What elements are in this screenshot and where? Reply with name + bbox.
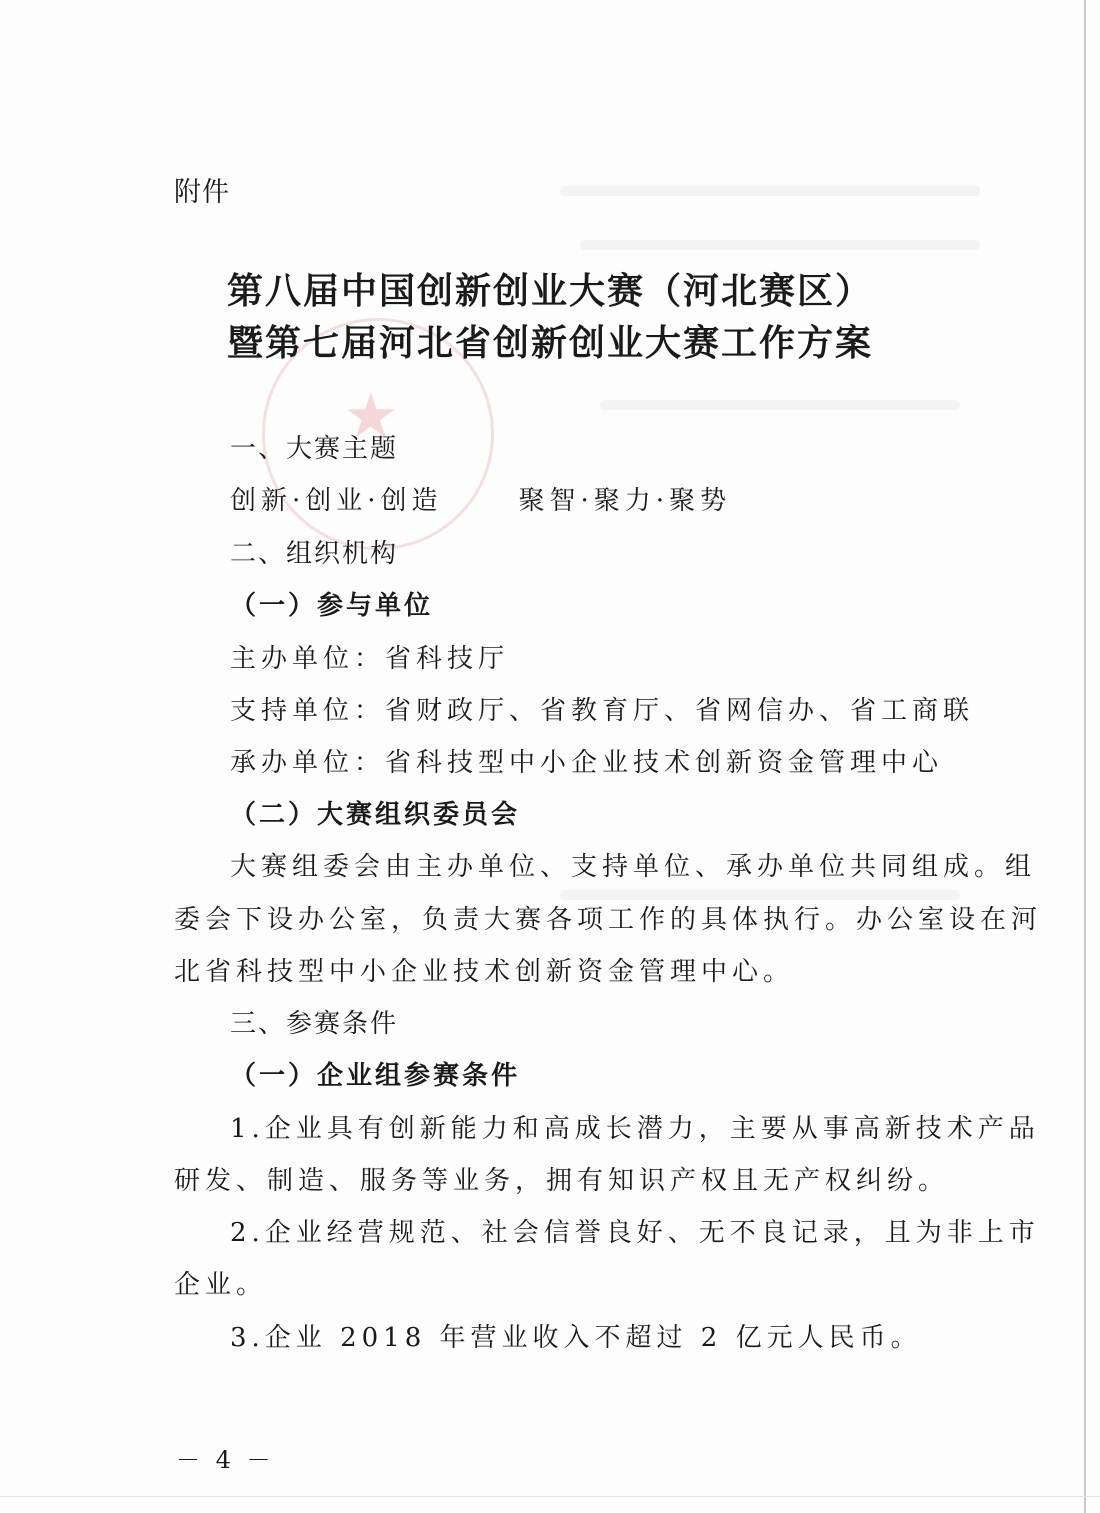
title-line-1: 第八届中国创新创业大赛（河北赛区）	[226, 271, 873, 312]
bleed-through-line	[600, 400, 960, 410]
committee-paragraph-line-1: 大赛组委会由主办单位、支持单位、承办单位共同组成。组	[230, 852, 1037, 882]
theme-right: 聚智·聚力·聚势	[518, 486, 732, 516]
attachment-label: 附件	[174, 177, 230, 208]
section-heading-theme: 一、大赛主题	[230, 434, 399, 464]
bleed-through-line	[580, 240, 980, 250]
committee-paragraph-line-2: 委会下设办公室，负责大赛各项工作的具体执行。办公室设在河	[174, 905, 1043, 935]
subheading-participants: （一）参与单位	[230, 591, 434, 621]
subheading-committee: （二）大赛组织委员会	[230, 800, 521, 830]
scan-edge-right	[1084, 0, 1086, 1513]
theme-text	[230, 484, 731, 518]
bleed-through-line	[560, 186, 980, 196]
bleed-through-line	[560, 890, 960, 900]
title-line-2: 暨第七届河北省创新创业大赛工作方案	[226, 323, 873, 364]
subheading-enterprise-conditions: （一）企业组参赛条件	[230, 1061, 521, 1091]
condition-3: 3.企业 2018 年营业收入不超过 2 亿元人民币。	[230, 1323, 922, 1353]
condition-2-line-2: 企业。	[174, 1270, 268, 1300]
scan-edge-bottom	[0, 1496, 1100, 1497]
committee-paragraph-line-3: 北省科技型中小企业技术创新资金管理中心。	[174, 957, 795, 987]
support-units: 支持单位：省财政厅、省教育厅、省网信办、省工商联	[230, 696, 975, 726]
star-icon: ★	[343, 379, 399, 452]
condition-1-line-2: 研发、制造、服务等业务，拥有知识产权且无产权纠纷。	[174, 1166, 950, 1196]
page-number: － 4 －	[176, 1446, 275, 1474]
host-unit: 主办单位：省科技厅	[230, 644, 510, 674]
condition-2-line-1: 2.企业经营规范、社会信誉良好、无不良记录，且为非上市	[230, 1218, 1040, 1248]
section-heading-conditions: 三、参赛条件	[230, 1009, 399, 1039]
document-title	[0, 266, 1100, 370]
theme-left: 创新·创业·创造	[230, 486, 443, 516]
organizer-unit: 承办单位：省科技型中小企业技术创新资金管理中心	[230, 748, 944, 778]
section-heading-organization: 二、组织机构	[230, 539, 399, 569]
condition-1-line-1: 1.企业具有创新能力和高成长潜力，主要从事高新技术产品	[230, 1114, 1040, 1144]
